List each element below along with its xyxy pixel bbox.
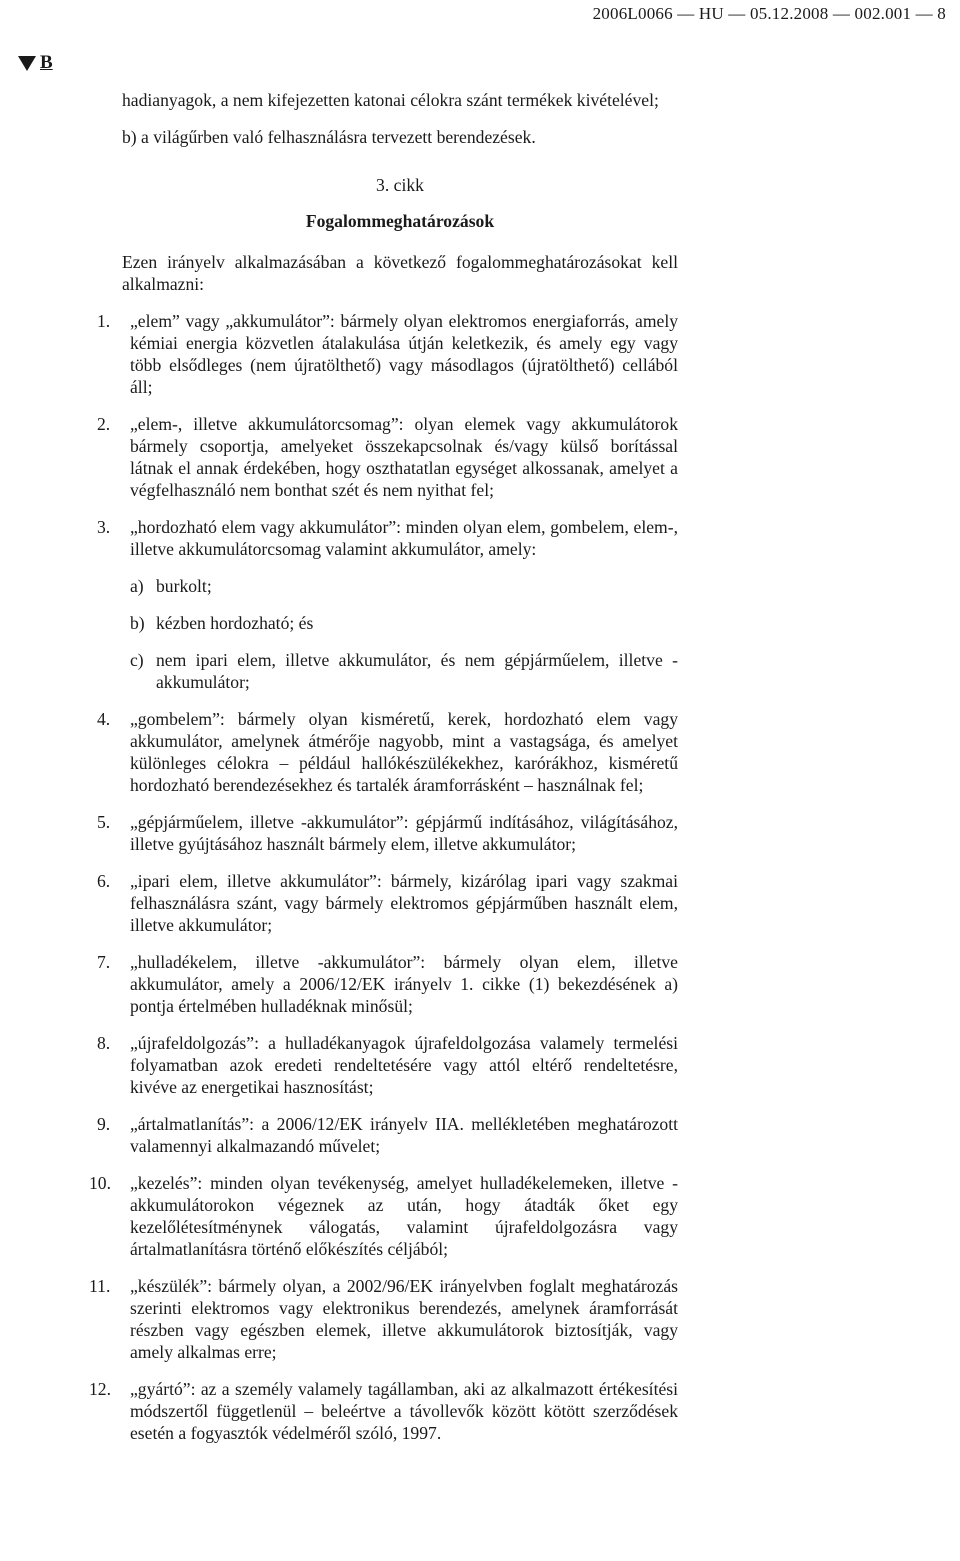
subitem: c) nem ipari elem, illetve akkumulátor, és nem gépjárműelem, illetve -akkumulátor; [130,650,678,692]
definition-item: 1. „elem” vagy „akkumulátor”: bármely olyan elektromos energiaforrás, amely kémiai energia közvetlen átalakulása útján keletkezik, és amely egy vagy több elsődleges (nem újratölthető) vagy másodlagos (újratölthető) cellából áll; [97,311,678,397]
definition-item: 5. „gépjárműelem, illetve -akkumulátor”: gépjármű indításához, világításához, illetve gyújtásához használt bármely elem, illetve akkumulátor; [97,812,678,854]
definition-item: 2. „elem-, illetve akkumulátorcsomag”: olyan elemek vagy akkumulátorok bármely csoportja, amelyeket összekapcsolnak és/vagy külső borítással látnak el annak érdekében, hogy oszthatatlan egységet alkossanak, amelyet a végfelhasználó nem bonthat szét és nem nyithat fel; [97,414,678,500]
definition-item: 8. „újrafeldolgozás”: a hulladékanyagok újrafeldolgozása valamely termelési folyamatban azok eredeti rendeltetésére vagy attól eltérő rendeltetésre, kivéve az energetikai hasznosítást; [97,1033,678,1097]
article-intro: Ezen irányelv alkalmazásában a következő fogalommeghatározásokat kell alkalmazni: [122,252,678,294]
definition-item: 3. „hordozható elem vagy akkumulátor”: minden olyan elem, gombelem, elem-, illetve akkumulátorcsomag valamint akkumulátor, amely: [97,517,678,559]
definition-item: 7. „hulladékelem, illetve -akkumulátor”: bármely olyan elem, illetve akkumulátor, amely a 2006/12/EK irányelv 1. cikke (1) bekezdésének a) pontja értelmében hulladéknak minősül; [97,952,678,1016]
amendment-letter: B [40,52,53,73]
amendment-marker [18,52,53,74]
definition-item: 12. „gyártó”: az a személy valamely tagállamban, aki az alkalmazott értékesítési módszertől függetlenül – beleértve a távollevők között kötött szerződések esetén a fogyasztók védelméről szóló, 1997. [89,1379,678,1443]
triangle-down-icon [18,56,36,71]
definition-item: 4. „gombelem”: bármely olyan kisméretű, kerek, hordozható elem vagy akkumulátor, amelynek átmérője nagyobb, mint a vastagsága, és amelyet különleges célokra – például hallókészülékekhez, karórákhoz, kisméretű hordozható berendezésekhez és tartalék áramforrásként – használnak fel; [97,709,678,795]
document-header: 2006L0066 — HU — 05.12.2008 — 002.001 — 8 [592,4,946,23]
article-title: Fogalommeghatározások [305,211,495,231]
definition-item: 11. „készülék”: bármely olyan, a 2002/96/EK irányelvben foglalt meghatározás szerinti elektromos vagy elektronikus berendezés, amelynek áramforrását részben vagy egészben elemek, illetve akkumulátorok biztosítják, vagy amely alkalmas erre; [89,1276,678,1362]
article-number: 3. cikk [376,175,424,195]
definition-item: 6. „ipari elem, illetve akkumulátor”: bármely, kizárólag ipari vagy szakmai felhasználásra szánt, vagy bármely elektromos gépjárműben használt elem, illetve akkumulátor; [97,871,678,935]
subitem: a) burkolt; [130,576,212,596]
definition-item: 10. „kezelés”: minden olyan tevékenység, amelyet hulladékelemeken, illetve -akkumulátorokon végeznek az után, hogy átadták őket egy kezelőlétesítménynek válogatás, valamint újrafeldolgozásra vagy ártalmatlanításra történő előkészítés céljából; [89,1173,678,1259]
document-body [89,89,678,1459]
subitem: b) kézben hordozható; és [130,613,314,633]
intro-continuation: hadianyagok, a nem kifejezetten katonai célokra szánt termékek kivételével; [122,90,659,110]
definition-item: 9. „ártalmatlanítás”: a 2006/12/EK irányelv IIA. mellékletében meghatározott valamennyi alkalmazandó művelet; [97,1114,678,1156]
item-b: b) a világűrben való felhasználásra tervezett berendezések. [122,127,536,147]
